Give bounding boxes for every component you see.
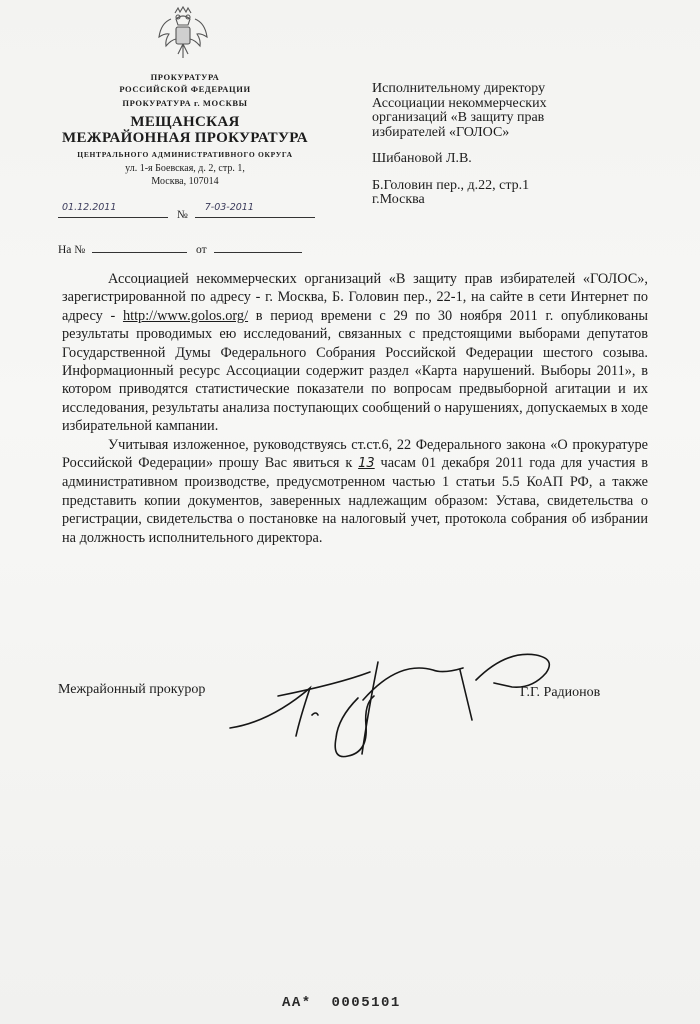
paragraph-1-end: в период времени с 29 по 30 ноября 2011 г. опубликованы результаты проводимых ею исследований, связанных с предстоящими выборами депутатов Государственной Думы Федерального Собрания Российской Федерации шестого созыва. Информационный ресурс Ассоциации содержит раздел «Карта нарушений. Выборы 2011», в котором приводятся статистические показатели по вопросам предвыборной агитации и их исследования, результаты анализа поступающих сообщений о нарушениях, допускаемых в ходе избирательной кампании. (62, 307, 648, 435)
office-name-line-2: МЕЖРАЙОННАЯ ПРОКУРАТУРА (62, 130, 308, 146)
org-line-1: ПРОКУРАТУРА (150, 72, 220, 82)
paragraph-2-start: Учитывая изложенное, руководствуясь ст.ст.6, 22 Федерального закона «О прокуратуре Российской Федерации» прошу Вас явиться к (62, 436, 648, 472)
golos-link[interactable]: http://www.golos.org/ (122, 307, 249, 324)
reply-to-label: На № (58, 244, 86, 256)
number-handwritten: 7-03-2011 (204, 202, 254, 213)
addressee-block (372, 82, 672, 208)
letter-body (62, 270, 648, 547)
signature-icon (228, 640, 578, 765)
date-handwritten: 01.12.2011 (62, 202, 117, 213)
org-line-2: РОССИЙСКОЙ ФЕДЕРАЦИИ (119, 84, 251, 94)
from-label: от (196, 244, 207, 256)
reply-date-line (214, 240, 302, 253)
addressee-line-4: избирателей «ГОЛОС» (372, 124, 510, 140)
addressee-address-1: Б.Головин пер., д.22, стр.1 (372, 177, 530, 193)
hour-handwritten: 13 (358, 456, 375, 472)
paragraph-1-start: Ассоциацией некоммерческих организаций «В защиту прав избирателей «ГОЛОС», зарегистрированной по адресу - г. Москва, Б. Головин пер., 22-1, на сайте в сети Интернет по адресу - (62, 271, 648, 324)
form-serial-number: АА* 0005101 (282, 995, 401, 1011)
addressee-name: Шибановой Л.В. (372, 151, 472, 166)
paragraph-1 (62, 270, 648, 436)
addressee-line-1: Исполнительному директору (372, 81, 546, 96)
org-line-3: ПРОКУРАТУРА г. МОСКВЫ (122, 98, 248, 108)
outgoing-ref (58, 202, 315, 221)
coat-of-arms-icon (157, 5, 209, 65)
reply-number-line (92, 240, 187, 253)
reply-ref (58, 240, 302, 256)
district-line: ЦЕНТРАЛЬНОГО АДМИНИСТРАТИВНОГО ОКРУГА (77, 150, 293, 159)
signatory-name: Г.Г. Радионов (520, 685, 601, 700)
address-line-1: ул. 1-я Боевская, д. 2, стр. 1, (125, 163, 245, 174)
paragraph-2 (62, 436, 648, 547)
addressee-line-3: организаций «В защиту прав (372, 110, 545, 125)
addressee-line-2: Ассоциации некоммерческих (372, 95, 547, 111)
address-line-2: Москва, 107014 (151, 176, 219, 187)
office-name-line-1: МЕЩАНСКАЯ (130, 114, 240, 130)
number-sign: № (176, 209, 188, 221)
number-line (195, 202, 315, 218)
signatory-title: Межрайонный прокурор (58, 682, 206, 697)
date-line (58, 202, 168, 218)
addressee-address-2: г.Москва (372, 192, 425, 207)
paragraph-2-end: часам 01 декабря 2011 года для участия в административном производстве, предусмотренном частью 1 статьи 5.5 КоАП РФ, а также представить копии документов, заверенных надлежащим образом: Устава, свидетельства о регистрации, свидетельства о постановке на налоговый учет, протокола собрания об избрании на должность исполнительного директора. (62, 455, 648, 546)
